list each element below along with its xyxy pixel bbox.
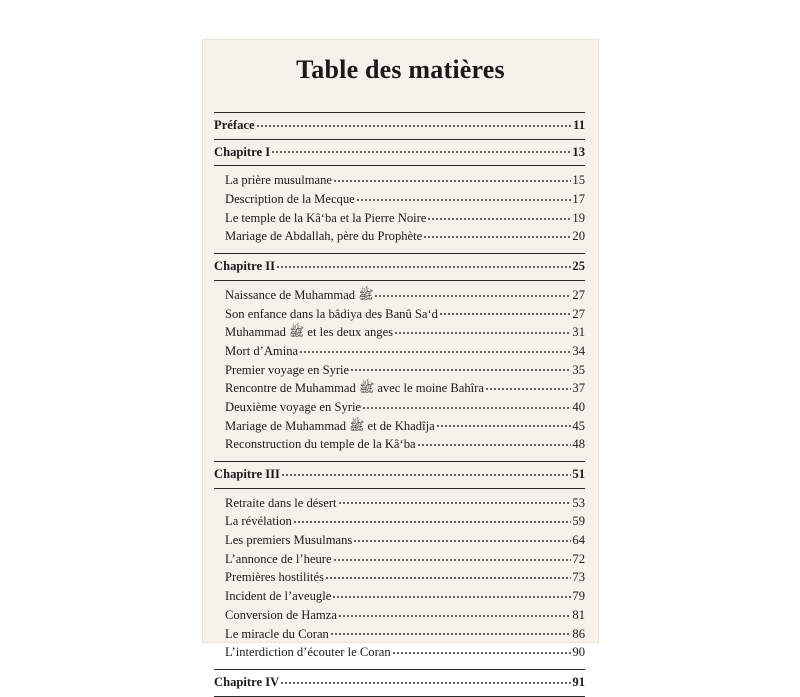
- leader-dots: [280, 674, 571, 686]
- leader-dots: [333, 551, 572, 563]
- toc-entry[interactable]: [225, 607, 585, 626]
- toc-entry[interactable]: [225, 362, 585, 381]
- toc-entry-page: 45: [572, 418, 585, 433]
- toc-chapter-heading[interactable]: [214, 670, 585, 693]
- toc-entry-label: Son enfance dans la bâdiya des Banû Sa‘d: [225, 306, 438, 321]
- chapter-group: [214, 254, 585, 462]
- toc-entry[interactable]: [225, 399, 585, 418]
- toc-entry[interactable]: [225, 287, 585, 306]
- chapter-entries: [214, 489, 585, 669]
- toc-entry-page: 17: [572, 192, 585, 207]
- toc-entry-page: 27: [572, 306, 585, 321]
- toc-chapter-heading[interactable]: [214, 462, 585, 485]
- leader-dots: [423, 228, 571, 240]
- leader-dots: [330, 626, 572, 638]
- toc-entry-page: 27: [572, 287, 585, 302]
- toc-entry[interactable]: [225, 210, 585, 229]
- toc-entry-page: 11: [573, 118, 585, 132]
- leader-dots: [439, 306, 571, 318]
- toc-entry-label: Les premiers Musulmans: [225, 533, 353, 548]
- page-title: Table des matières: [296, 55, 505, 84]
- toc-entry-page: 20: [572, 229, 585, 244]
- toc-entry-label: Deuxième voyage en Syrie: [225, 399, 362, 414]
- toc-entry-page: 31: [572, 325, 585, 340]
- toc-chapter-label: Chapitre I: [214, 144, 271, 159]
- toc-entry[interactable]: [225, 436, 585, 455]
- toc-chapter-label: Chapitre II: [214, 259, 275, 274]
- toc-entry[interactable]: [225, 228, 585, 247]
- toc-entry-page: 81: [572, 607, 585, 622]
- leader-dots: [374, 287, 571, 299]
- table-of-contents: [214, 112, 585, 697]
- toc-chapter-heading[interactable]: [214, 140, 585, 163]
- toc-chapter-heading[interactable]: [214, 254, 585, 277]
- toc-entry[interactable]: [225, 380, 585, 399]
- toc-entry-page: 90: [572, 645, 585, 660]
- toc-entry[interactable]: [225, 588, 585, 607]
- toc-entry[interactable]: [225, 513, 585, 532]
- leader-dots: [293, 513, 572, 525]
- toc-entry[interactable]: [225, 324, 585, 343]
- leader-dots: [276, 258, 571, 270]
- leader-dots: [417, 436, 572, 448]
- toc-entry-label: L’interdiction d’écouter le Coran: [225, 645, 391, 660]
- leader-dots: [325, 569, 571, 581]
- leader-dots: [353, 532, 571, 544]
- toc-entry-label: Conversion de Hamza: [225, 607, 337, 622]
- toc-entry[interactable]: [225, 532, 585, 551]
- toc-entry-label: Retraite dans le désert: [225, 495, 337, 510]
- leader-dots: [332, 588, 571, 600]
- toc-entry-page: 37: [572, 381, 585, 396]
- toc-entry-page: 86: [572, 626, 585, 641]
- leader-dots: [356, 191, 572, 203]
- leader-dots: [271, 144, 571, 156]
- toc-entry-preface[interactable]: [214, 113, 585, 136]
- leader-dots: [392, 644, 572, 656]
- toc-entry[interactable]: [225, 495, 585, 514]
- toc-entry[interactable]: [225, 172, 585, 191]
- toc-chapter-label: Chapitre IV: [214, 674, 280, 689]
- toc-chapter-page: 91: [572, 674, 585, 689]
- toc-entry-label: Reconstruction du temple de la Kâ‘ba: [225, 437, 416, 452]
- toc-entry-label: Rencontre de Muhammad ﷺ avec le moine Bahîra: [225, 381, 484, 396]
- toc-entry[interactable]: [225, 626, 585, 645]
- leader-dots: [281, 466, 572, 478]
- toc-entry-label: Incident de l’aveugle: [225, 589, 332, 604]
- chapter-group: [214, 670, 585, 697]
- book-page: [203, 40, 598, 689]
- chapter-group: [214, 462, 585, 670]
- toc-entry-page: 59: [572, 514, 585, 529]
- chapter-group: [214, 140, 585, 254]
- leader-dots: [427, 210, 571, 222]
- leader-dots: [350, 362, 571, 374]
- toc-entry[interactable]: [225, 191, 585, 210]
- toc-entry-page: 72: [572, 551, 585, 566]
- chapter-entries: [214, 281, 585, 461]
- leader-dots: [338, 495, 572, 507]
- toc-entry[interactable]: [225, 551, 585, 570]
- toc-entry-label: Naissance de Muhammad ﷺ: [225, 287, 374, 302]
- leader-dots: [362, 399, 571, 411]
- toc-entry-page: 34: [572, 343, 585, 358]
- toc-entry-label: Mariage de Abdallah, père du Prophète: [225, 229, 423, 244]
- toc-entry-label: Préface: [214, 118, 255, 132]
- toc-chapter-label: Chapitre III: [214, 467, 280, 481]
- leader-dots: [338, 607, 571, 619]
- toc-entry-label: Description de la Mecque: [225, 192, 355, 207]
- leader-dots: [436, 418, 572, 430]
- toc-entry-label: Mort d’Amina: [225, 343, 299, 358]
- leader-dots: [485, 380, 571, 392]
- leader-dots: [333, 172, 571, 184]
- toc-entry-label: Muhammad ﷺ et les deux anges: [225, 325, 394, 340]
- toc-entry-page: 40: [572, 399, 585, 414]
- toc-entry-page: 19: [572, 210, 585, 225]
- toc-entry[interactable]: [225, 306, 585, 325]
- toc-chapter-page: 51: [572, 467, 585, 481]
- toc-entry-page: 64: [572, 533, 585, 548]
- chapters-list: [214, 140, 585, 697]
- leader-dots: [256, 117, 573, 129]
- toc-entry-page: 48: [572, 437, 585, 452]
- toc-entry-page: 15: [572, 173, 585, 188]
- toc-entry-label: Le temple de la Kâ‘ba et la Pierre Noire: [225, 210, 427, 225]
- toc-entry-page: 53: [572, 495, 585, 510]
- toc-entry-label: L’annonce de l’heure: [225, 551, 332, 566]
- toc-entry[interactable]: [225, 343, 585, 362]
- toc-entry-page: 73: [572, 570, 585, 585]
- toc-chapter-page: 25: [572, 259, 585, 274]
- toc-entry-label: Le miracle du Coran: [225, 626, 329, 641]
- toc-entry-label: La révélation: [225, 514, 292, 529]
- toc-entry[interactable]: [225, 569, 585, 588]
- toc-entry-page: 79: [572, 589, 585, 604]
- toc-entry-page: 35: [572, 362, 585, 377]
- toc-entry[interactable]: [225, 418, 585, 437]
- toc-entry-label: Premier voyage en Syrie: [225, 362, 350, 377]
- leader-dots: [299, 343, 571, 355]
- chapter-entries: [214, 166, 585, 253]
- toc-entry-label: La prière musulmane: [225, 173, 333, 188]
- divider: [214, 696, 585, 697]
- toc-entry-label: Premières hostilités: [225, 570, 324, 585]
- leader-dots: [394, 324, 571, 336]
- toc-entry[interactable]: [225, 644, 585, 663]
- toc-entry-label: Mariage de Muhammad ﷺ et de Khadîja: [225, 418, 435, 433]
- toc-chapter-page: 13: [572, 144, 585, 159]
